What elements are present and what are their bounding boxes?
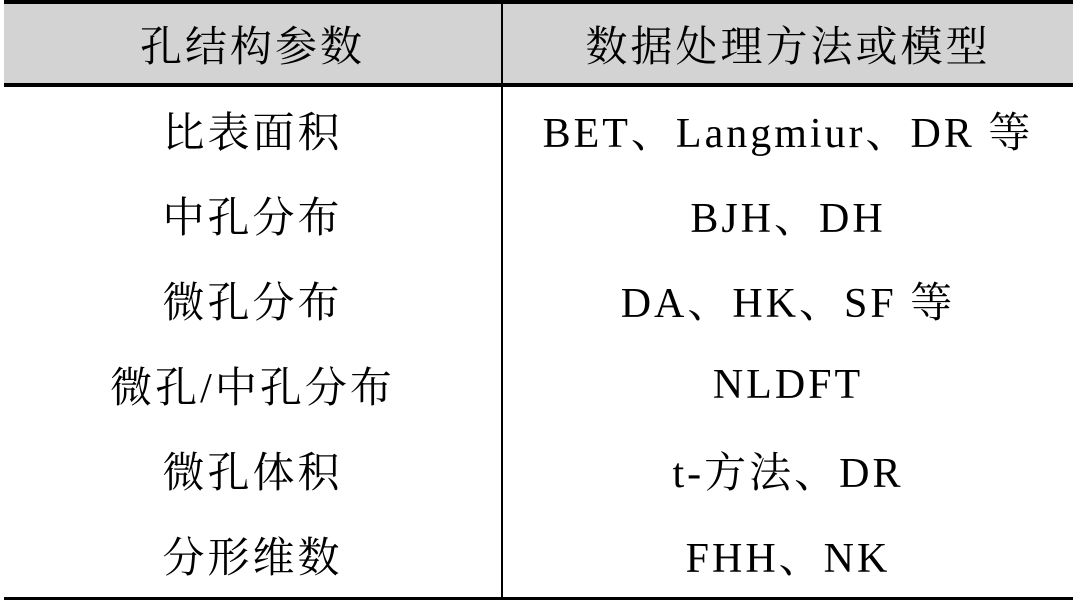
table-row [4, 172, 1073, 257]
param-cell: 微孔体积 [4, 427, 503, 512]
data-table [4, 0, 1073, 600]
table-body-frame [4, 0, 1073, 600]
table-row [4, 427, 1073, 512]
table-row [4, 512, 1073, 597]
param-cell: 微孔分布 [4, 257, 503, 342]
method-cell: BJH、DH [690, 195, 886, 242]
method-cell: BET、Langmiur、DR 等 [542, 110, 1034, 157]
table-row [4, 87, 1073, 172]
param-cell: 比表面积 [4, 87, 503, 172]
header-cell-data-processing-method-or-model: 数据处理方法或模型 [585, 24, 991, 71]
method-cell: NLDFT [712, 361, 864, 408]
table-row [4, 342, 1073, 427]
method-cell: FHH、NK [685, 535, 891, 582]
table-header-row [4, 4, 1073, 87]
method-cell: t-方法、DR [672, 450, 904, 497]
param-cell: 中孔分布 [4, 172, 503, 257]
param-cell: 分形维数 [4, 512, 503, 597]
header-cell-pore-structure-parameter: 孔结构参数 [4, 4, 503, 83]
method-cell: DA、HK、SF 等 [620, 280, 956, 327]
param-cell: 微孔/中孔分布 [4, 342, 503, 427]
table-row [4, 257, 1073, 342]
